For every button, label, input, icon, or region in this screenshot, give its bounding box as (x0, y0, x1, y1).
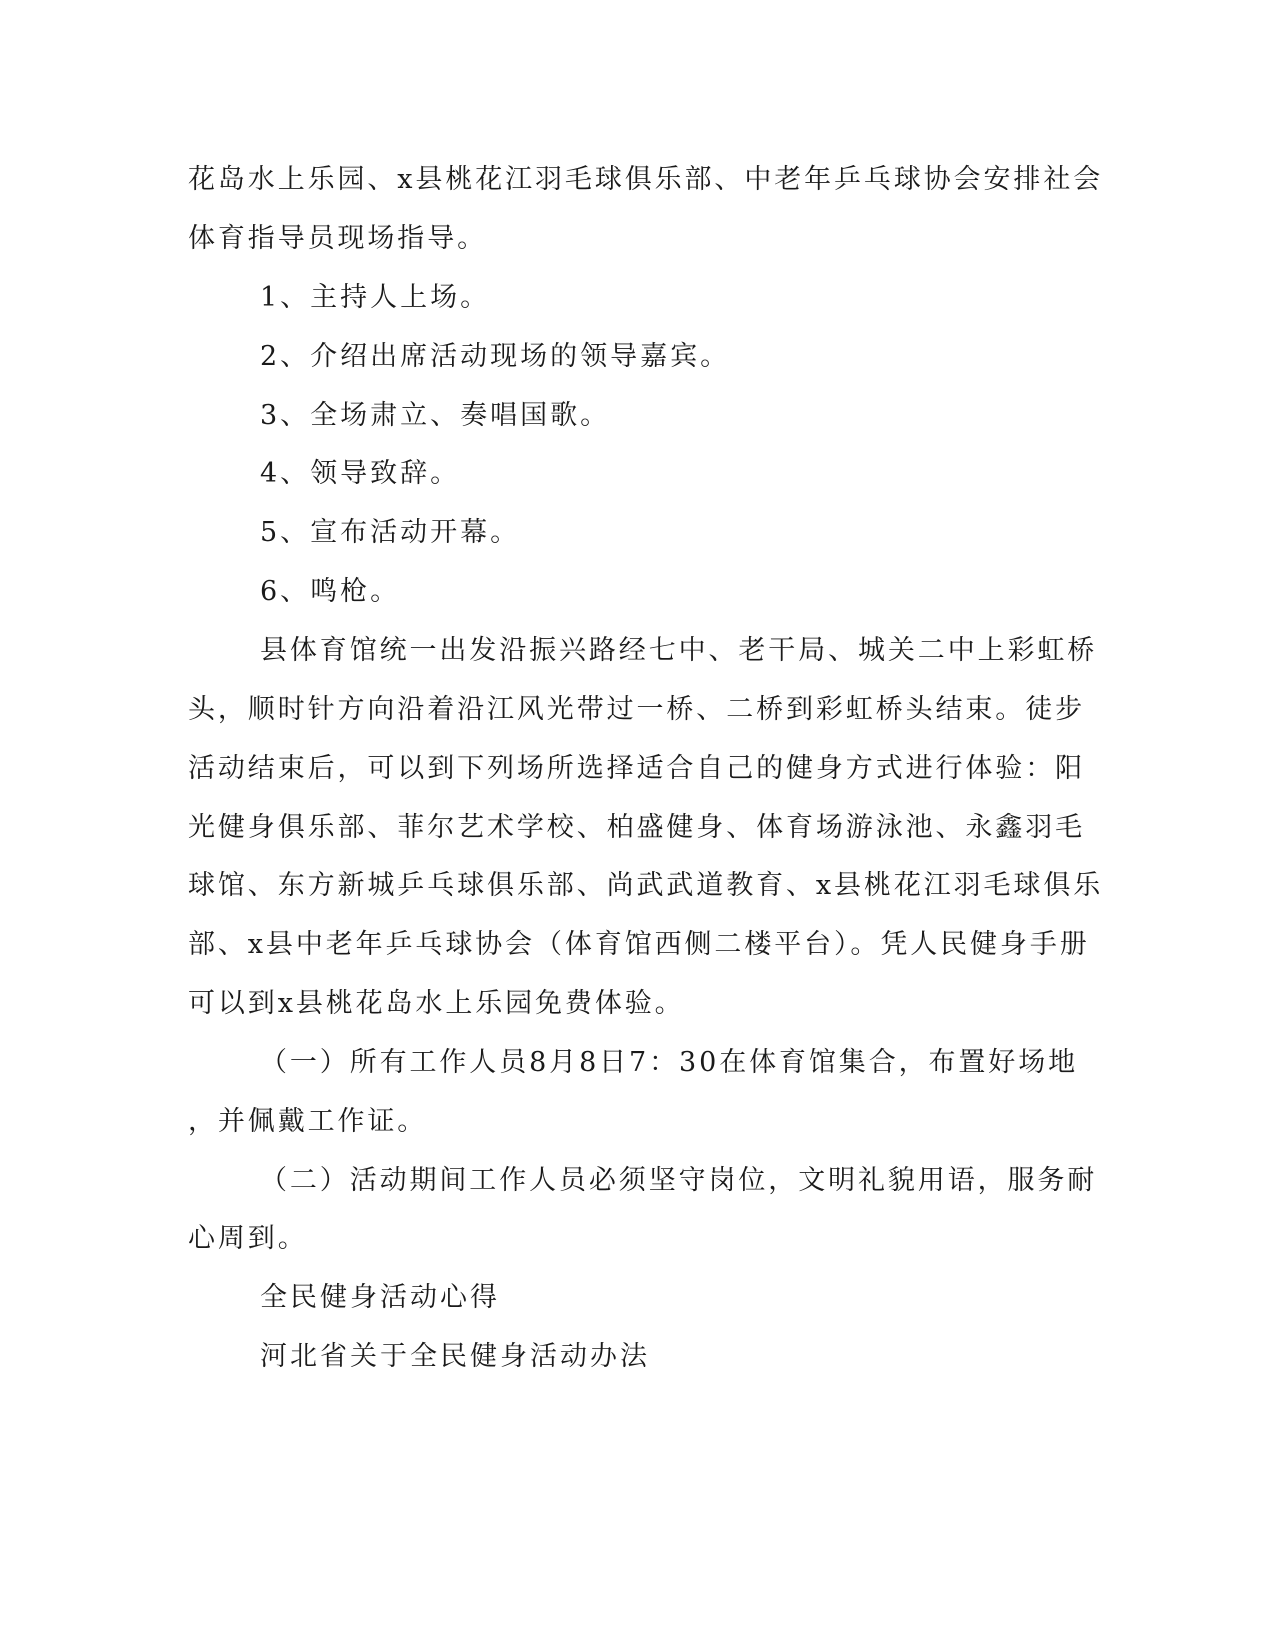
paragraph-line: 体育指导员现场指导。 (188, 223, 487, 254)
paragraph-line: 部、x县中老年乒乓球协会（体育馆西侧二楼平台）。凭人民健身手册 (188, 929, 1090, 960)
list-item: 6、鸣枪。 (260, 576, 401, 607)
section-heading: 全民健身活动心得 (260, 1282, 500, 1313)
list-item: 4、领导致辞。 (260, 458, 461, 489)
paragraph-line: 头，顺时针方向沿着沿江风光带过一桥、二桥到彩虹桥头结束。徒步 (188, 694, 1085, 725)
paragraph-line: ，并佩戴工作证。 (188, 1106, 428, 1137)
list-item: 1、主持人上场。 (260, 282, 491, 313)
section-heading: 河北省关于全民健身活动办法 (260, 1341, 650, 1372)
paragraph-line: 心周到。 (188, 1223, 308, 1254)
paragraph-line: （二）活动期间工作人员必须坚守岗位，文明礼貌用语，服务耐 (260, 1165, 1098, 1196)
paragraph-line: 可以到x县桃花岛水上乐园免费体验。 (188, 988, 685, 1019)
paragraph-line: 花岛水上乐园、x县桃花江羽毛球俱乐部、中老年乒乓球协会安排社会 (188, 164, 1104, 195)
list-item: 2、介绍出席活动现场的领导嘉宾。 (260, 341, 731, 372)
paragraph-line: 县体育馆统一出发沿振兴路经七中、老干局、城关二中上彩虹桥 (260, 635, 1098, 666)
paragraph-line: 活动结束后，可以到下列场所选择适合自己的健身方式进行体验：阳 (188, 753, 1085, 784)
paragraph-line: （一）所有工作人员8月8日7：30在体育馆集合，布置好场地 (260, 1047, 1078, 1078)
paragraph-line: 光健身俱乐部、菲尔艺术学校、柏盛健身、体育场游泳池、永鑫羽毛 (188, 812, 1085, 843)
paragraph-line: 球馆、东方新城乒乓球俱乐部、尚武武道教育、x县桃花江羽毛球俱乐 (188, 870, 1104, 901)
list-item: 5、宣布活动开幕。 (260, 517, 521, 548)
list-item: 3、全场肃立、奏唱国歌。 (260, 400, 611, 431)
